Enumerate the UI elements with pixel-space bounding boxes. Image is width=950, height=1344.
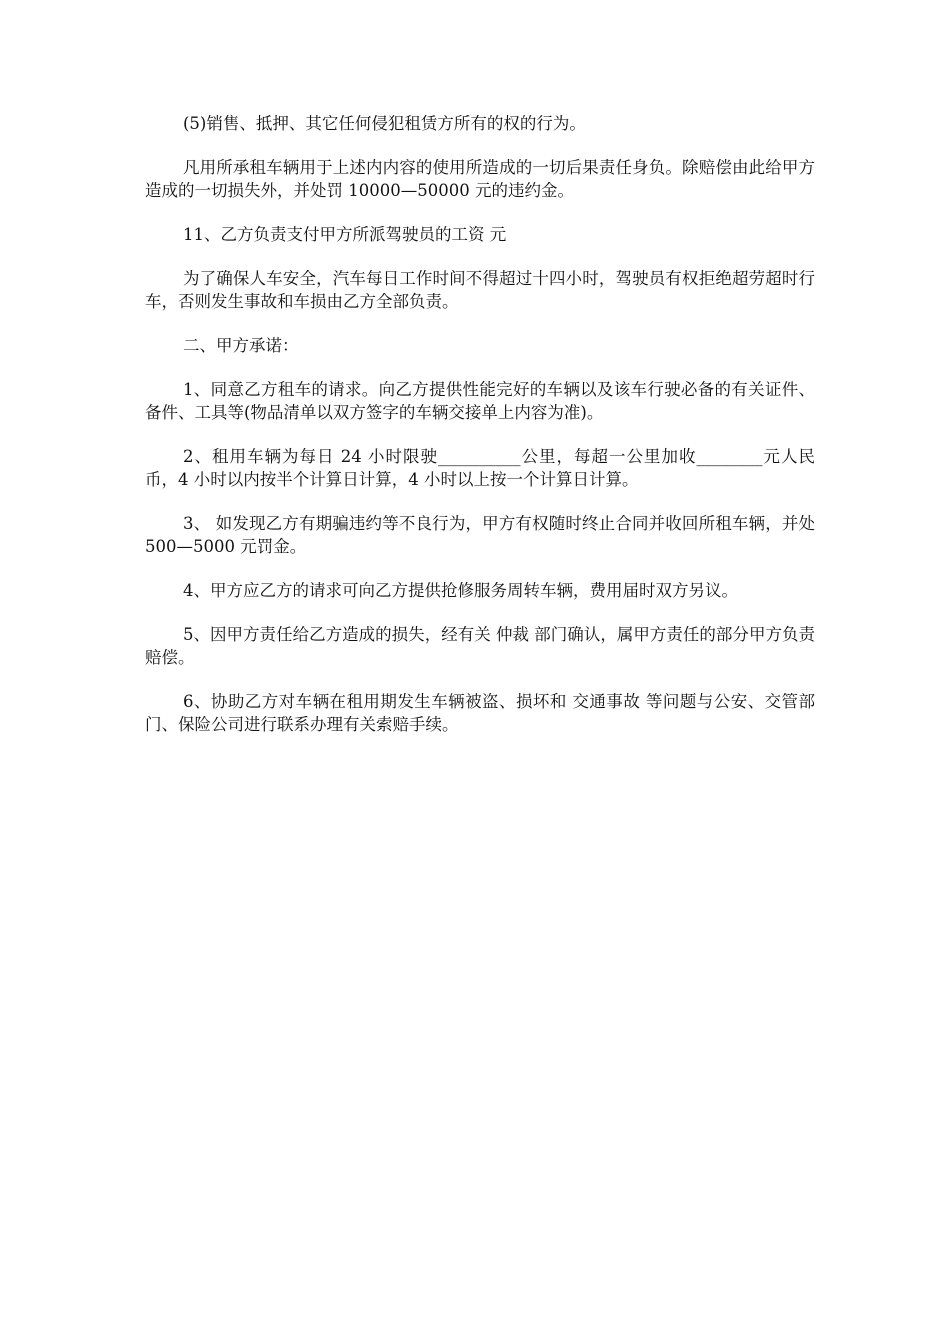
paragraph-commitment-3: 3、 如发现乙方有期骗违约等不良行为，甲方有权随时终止合同并收回所租车辆，并处 500—5000 元罚金。 <box>145 514 815 556</box>
paragraph-commitment-6: 6、协助乙方对车辆在租用期发生车辆被盗、损坏和 交通事故 等问题与公安、交管部门、保险公司进行联系办理有关索赔手续。 <box>145 692 815 734</box>
document-body <box>145 112 815 757</box>
paragraph-commitment-4: 4、甲方应乙方的请求可向乙方提供抢修服务周转车辆，费用届时双方另议。 <box>183 581 738 600</box>
section-heading-party-a-commitments: 二、甲方承诺： <box>183 336 299 355</box>
paragraph-clause-5-prohibited-acts: (5)销售、抵押、其它任何侵犯租赁方所有的权的行为。 <box>183 114 586 133</box>
paragraph-clause-11-driver-wage: 11、乙方负责支付甲方所派驾驶员的工资 元 <box>183 225 507 244</box>
paragraph-commitment-1: 1、同意乙方租车的请求。向乙方提供性能完好的车辆以及该车行驶必备的有关证件、备件、工具等(物品清单以双方签字的车辆交接单上内容为准)。 <box>145 380 815 422</box>
paragraph-liability-penalty: 凡用所承租车辆用于上述内内容的使用所造成的一切后果责任身负。除赔偿由此给甲方造成的一切损失外，并处罚 10000—50000 元的违约金。 <box>145 158 815 200</box>
paragraph-commitment-2: 2、租用车辆为每日 24 小时限驶__________公里，每超一公里加收________元人民币，4 小时以内按半个计算日计算，4 小时以上按一个计算日计算。 <box>145 447 815 489</box>
paragraph-commitment-5: 5、因甲方责任给乙方造成的损失，经有关 仲裁 部门确认，属甲方责任的部分甲方负责赔偿。 <box>145 625 815 667</box>
paragraph-working-hours: 为了确保人车安全，汽车每日工作时间不得超过十四小时，驾驶员有权拒绝超劳超时行车，否则发生事故和车损由乙方全部负责。 <box>145 269 815 311</box>
